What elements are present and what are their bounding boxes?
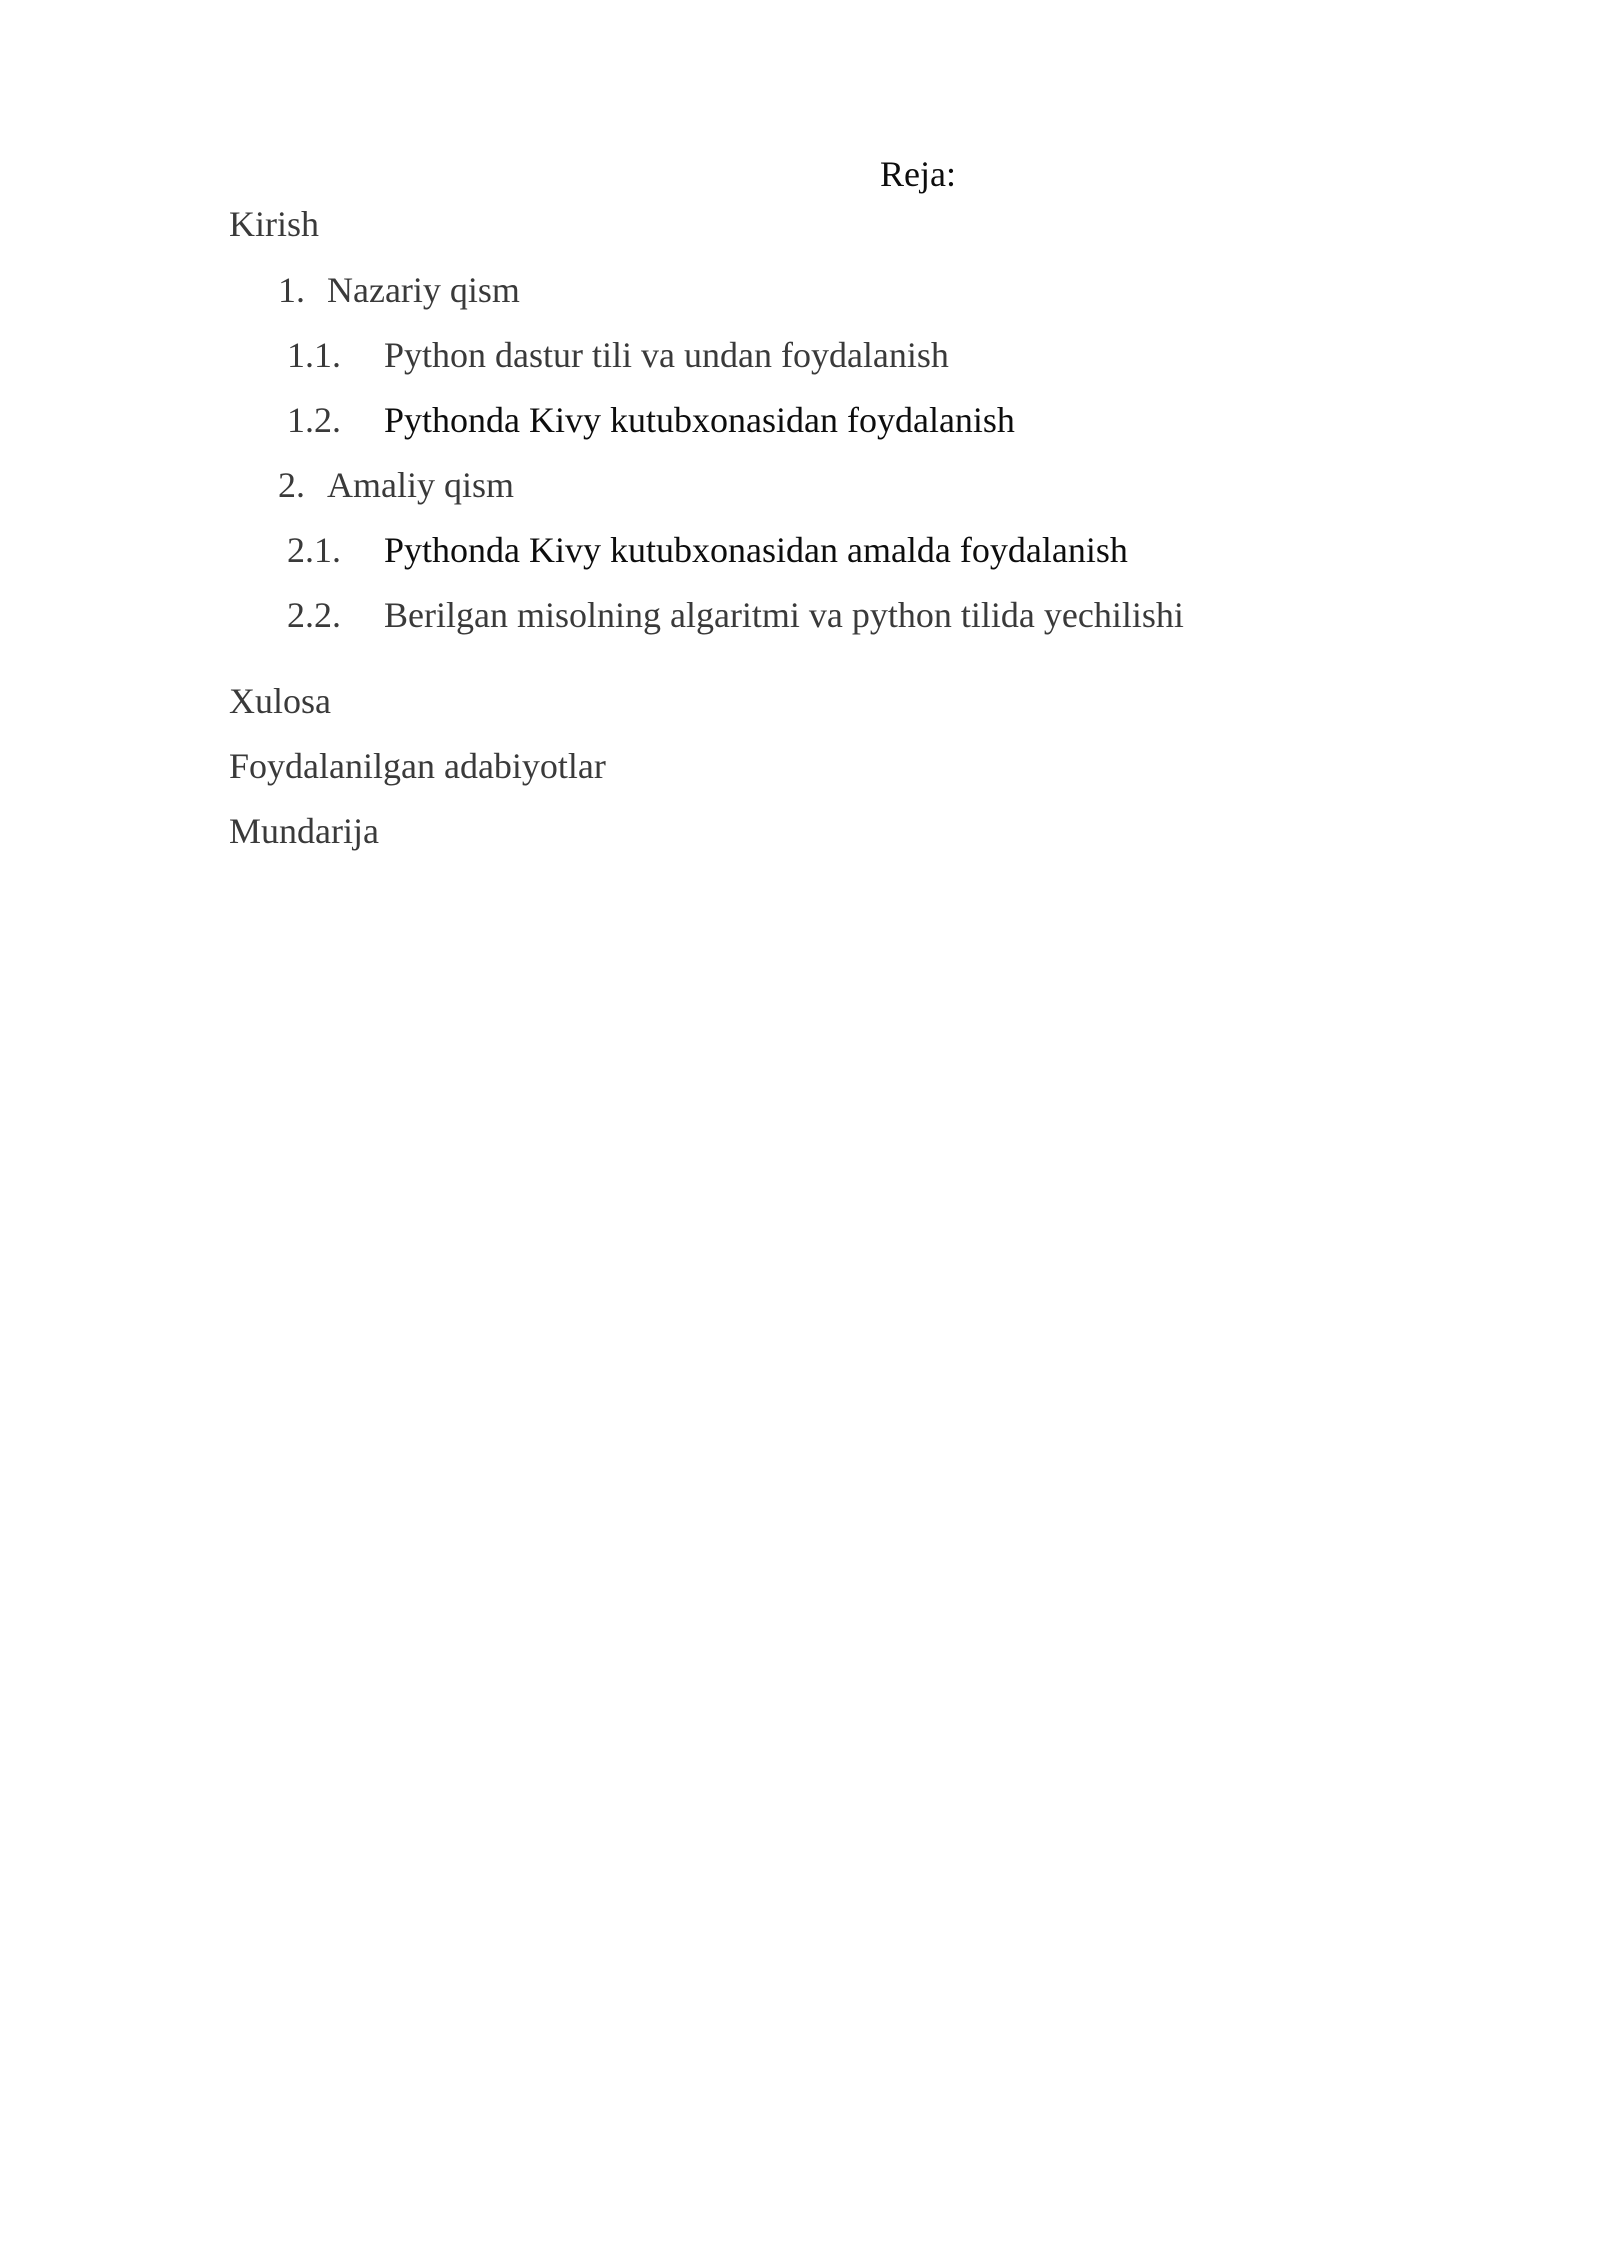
subsection-1-2-number: 1.2. xyxy=(287,400,341,440)
contents-entry: Mundarija xyxy=(229,811,379,851)
subsection-2-1-number: 2.1. xyxy=(287,530,341,570)
subsection-1-2-label: Pythonda Kivy kutubxonasidan foydalanish xyxy=(384,400,1015,440)
subsection-1-1-number: 1.1. xyxy=(287,335,341,375)
references-entry: Foydalanilgan adabiyotlar xyxy=(229,746,606,786)
conclusion-entry: Xulosa xyxy=(229,681,331,721)
section-2-number: 2. xyxy=(278,465,305,505)
intro-entry: Kirish xyxy=(229,204,319,244)
plan-title: Reja: xyxy=(880,154,956,194)
subsection-2-2-number: 2.2. xyxy=(287,595,341,635)
subsection-2-1-label: Pythonda Kivy kutubxonasidan amalda foydalanish xyxy=(384,530,1128,570)
subsection-2-2-label: Berilgan misolning algaritmi va python tilida yechilishi xyxy=(384,595,1184,635)
section-1-number: 1. xyxy=(278,270,305,310)
section-2-label: Amaliy qism xyxy=(327,465,514,505)
section-1-label: Nazariy qism xyxy=(327,270,520,310)
subsection-1-1-label: Python dastur tili va undan foydalanish xyxy=(384,335,949,375)
